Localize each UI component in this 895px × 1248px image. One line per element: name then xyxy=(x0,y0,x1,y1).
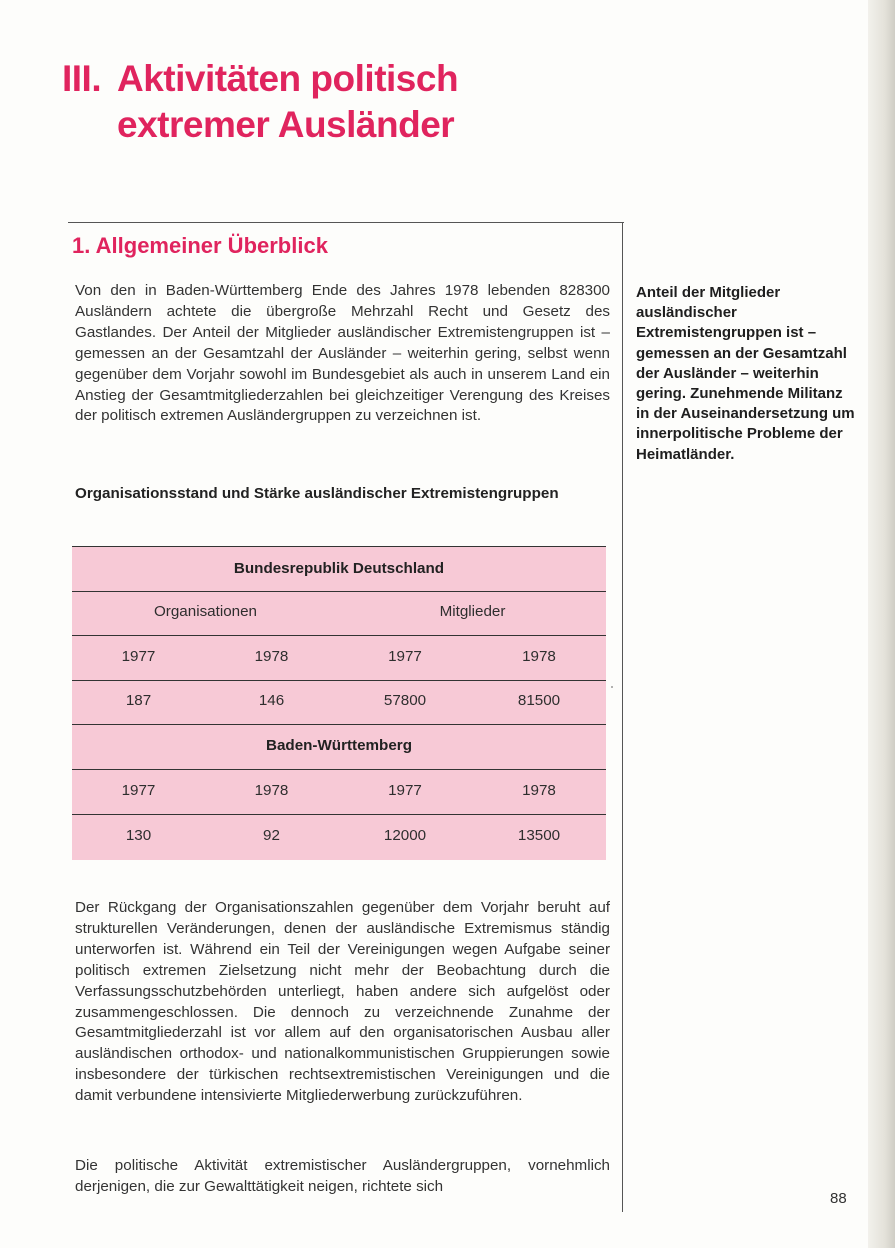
state-year-cell: 1978 xyxy=(522,782,556,799)
table-heading: Organisationsstand und Stärke ausländischer Extremistengruppen xyxy=(75,485,559,502)
state-value-cell: 13500 xyxy=(517,827,561,844)
table-rule xyxy=(72,680,606,681)
federal-heading: Bundesrepublik Deutschland xyxy=(233,560,445,577)
state-value-cell: 92 xyxy=(263,827,280,844)
state-value-cell: 12000 xyxy=(383,827,427,844)
federal-value-cell: 146 xyxy=(258,692,285,709)
chapter-title xyxy=(62,56,662,148)
state-year-cell: 1977 xyxy=(388,782,422,799)
table-rule xyxy=(72,814,606,815)
body-paragraph: Der Rückgang der Organisationszahlen gegenüber dem Vorjahr beruht auf strukturellen Veränderungen, denen der ausländische Extremismus ständig unterworfen ist. Während ein Teil der Vereinigungen wegen Aufgabe seiner politisch extremen Zielsetzung nicht mehr der Beobachtung durch die Verfassungsschutzbehörden unterliegt, haben andere sich aufgelöst oder zusammengeschlossen. Die dennoch zu verzeichnende Zunahme der Gesamtmitgliederzahl ist vor allem auf den organisatorischen Ausbau aller ausländischen orthodox- und nationalkommunistischen Gruppierungen sowie insbesondere der türkischen rechtsextremistischen Vereinigungen und die damit verbundene intensivierte Mitgliederwerbung zurückzuführen. xyxy=(75,899,610,1105)
members-header: Mitglieder xyxy=(439,603,506,620)
table-rule xyxy=(72,546,606,547)
federal-year-cell: 1977 xyxy=(388,648,422,665)
print-speck xyxy=(611,686,613,688)
state-year-cell: 1978 xyxy=(254,782,289,799)
table-rule xyxy=(72,769,606,770)
federal-value-cell: 81500 xyxy=(517,692,561,709)
federal-value-cell: 187 xyxy=(125,692,152,709)
margin-note: Anteil der Mitglieder ausländischer Extremistengruppen ist – gemessen an der Gesamtzahl der Ausländer – weiterhin gering. Zunehmende Militanz in der Auseinandersetzung um innerpolitische Probleme der Heimatländer. xyxy=(636,284,855,463)
table-rule xyxy=(72,591,606,592)
continued-paragraph: Die politische Aktivität extremistischer Ausländergruppen, vornehmlich derjenigen, die zur Gewalttätigkeit neigen, richtete sich xyxy=(75,1157,610,1195)
federal-value-cell: 57800 xyxy=(383,692,427,709)
organisations-header: Organisationen xyxy=(153,603,257,620)
state-heading: Baden-Württemberg xyxy=(266,737,412,754)
intro-paragraph: Von den in Baden-Württemberg Ende des Jahres 1978 lebenden 828300 Ausländern achtete die übergroße Mehrzahl Recht und Gesetz des Gastlandes. Der Anteil der Mitglieder ausländischer Extremistengruppen ist – gemessen an der Gesamtzahl der Ausländer – weiterhin gering, selbst wenn gegenüber dem Vorjahr sowohl im Bundesgebiet als auch in unserem Land ein Anstieg der Gesamtmitgliederzahlen bei gleichzeitiger Verengung des Kreises der politisch extremen Ausländergruppen zu verzeichnen ist. xyxy=(75,282,610,425)
page-number: 88 xyxy=(830,1190,847,1207)
federal-year-cell: 1978 xyxy=(522,648,556,665)
section-title: 1. Allgemeiner Überblick xyxy=(72,233,328,258)
column-divider xyxy=(622,222,623,1212)
section-top-rule xyxy=(68,222,624,223)
federal-year-cell: 1977 xyxy=(121,648,156,665)
chapter-title-line2: extremer Ausländer xyxy=(117,104,455,145)
page-edge-shadow xyxy=(868,0,895,1248)
chapter-title-line1: Aktivitäten politisch xyxy=(117,58,459,99)
federal-year-cell: 1978 xyxy=(254,648,289,665)
table-rule xyxy=(72,635,606,636)
chapter-number: III. xyxy=(62,58,102,99)
statistics-table xyxy=(72,546,606,860)
table-rule xyxy=(72,724,606,725)
state-year-cell: 1977 xyxy=(121,782,156,799)
state-value-cell: 130 xyxy=(125,827,152,844)
